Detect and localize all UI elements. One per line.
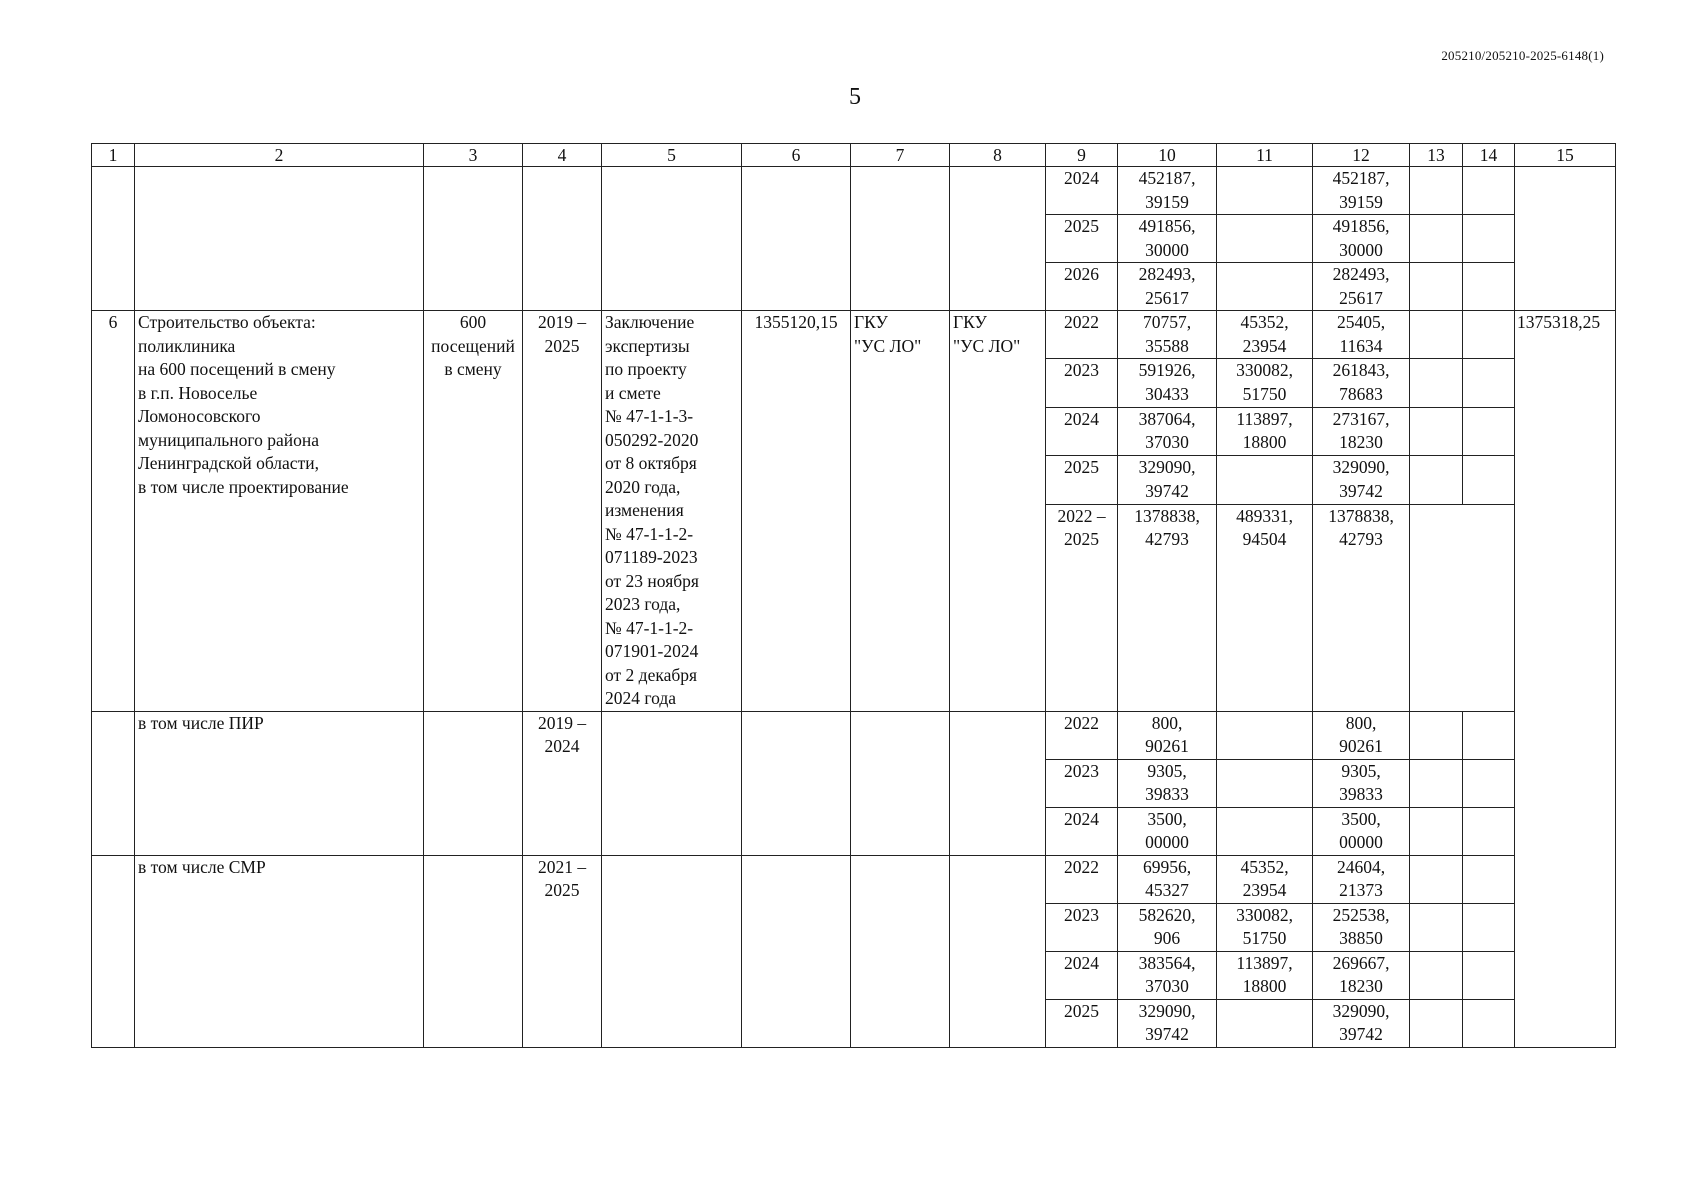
col13-cell — [1410, 215, 1463, 263]
col14-cell — [1463, 855, 1515, 903]
column-header-5: 5 — [602, 144, 742, 167]
col13-14-cell — [1410, 504, 1515, 711]
col14-cell — [1463, 807, 1515, 855]
col10-cell: 69956, 45327 — [1118, 855, 1217, 903]
col11-cell — [1217, 167, 1313, 215]
pir-row — [92, 711, 1616, 759]
col11-cell: 330082, 51750 — [1217, 903, 1313, 951]
col10-cell: 591926, 30433 — [1118, 359, 1217, 407]
year-cell: 2025 — [1046, 456, 1118, 504]
col11-cell: 113897, 18800 — [1217, 951, 1313, 999]
year-cell: 2024 — [1046, 807, 1118, 855]
year-cell: 2023 — [1046, 903, 1118, 951]
col12-cell: 3500, 00000 — [1313, 807, 1410, 855]
column-header-3: 3 — [424, 144, 523, 167]
item-period: 2019 – 2025 — [523, 311, 602, 712]
year-cell: 2022 — [1046, 311, 1118, 359]
col10-cell: 800, 90261 — [1118, 711, 1217, 759]
column-header-9: 9 — [1046, 144, 1118, 167]
pir-period: 2019 – 2024 — [523, 711, 602, 855]
col10-cell: 3500, 00000 — [1118, 807, 1217, 855]
column-header-8: 8 — [950, 144, 1046, 167]
col14-cell — [1463, 999, 1515, 1047]
year-cell: 2023 — [1046, 759, 1118, 807]
column-header-4: 4 — [523, 144, 602, 167]
pir-empty-capacity — [424, 711, 523, 855]
page-number: 5 — [849, 84, 861, 110]
year-cell: 2025 — [1046, 999, 1118, 1047]
smr-empty-capacity — [424, 855, 523, 1047]
col11-cell — [1217, 263, 1313, 311]
col12-cell: 273167, 18230 — [1313, 407, 1410, 455]
col13-cell — [1410, 711, 1463, 759]
col14-cell — [1463, 456, 1515, 504]
year-cell: 2022 – 2025 — [1046, 504, 1118, 711]
col14-cell — [1463, 711, 1515, 759]
pir-empty-cost — [742, 711, 851, 855]
header-row — [92, 144, 1616, 167]
column-header-12: 12 — [1313, 144, 1410, 167]
col13-cell — [1410, 167, 1463, 215]
empty-col1-cell — [92, 167, 135, 311]
smr-empty-developer — [950, 855, 1046, 1047]
col12-cell: 9305, 39833 — [1313, 759, 1410, 807]
item-name: Строительство объекта: поликлиника на 600 посещений в смену в г.п. Новоселье Ломоносовского муниципального района Ленинградской области, в том числе проектирование — [135, 311, 424, 712]
smr-empty-cost — [742, 855, 851, 1047]
col14-cell — [1463, 759, 1515, 807]
col12-cell: 269667, 18230 — [1313, 951, 1410, 999]
col13-cell — [1410, 999, 1463, 1047]
col12-cell: 491856, 30000 — [1313, 215, 1410, 263]
col11-cell: 489331, 94504 — [1217, 504, 1313, 711]
smr-period: 2021 – 2025 — [523, 855, 602, 1047]
col11-cell — [1217, 807, 1313, 855]
year-cell: 2025 — [1046, 215, 1118, 263]
item-customer: ГКУ "УС ЛО" — [851, 311, 950, 712]
empty-col4-cell — [523, 167, 602, 311]
col14-cell — [1463, 903, 1515, 951]
smr-empty-number — [92, 855, 135, 1047]
col12-cell: 1378838, 42793 — [1313, 504, 1410, 711]
col12-cell: 252538, 38850 — [1313, 903, 1410, 951]
col13-cell — [1410, 903, 1463, 951]
year-cell: 2026 — [1046, 263, 1118, 311]
year-cell: 2024 — [1046, 951, 1118, 999]
col10-cell: 582620, 906 — [1118, 903, 1217, 951]
col12-cell: 329090, 39742 — [1313, 999, 1410, 1047]
empty-col5-cell — [602, 167, 742, 311]
col11-cell — [1217, 711, 1313, 759]
item-developer: ГКУ "УС ЛО" — [950, 311, 1046, 712]
empty-col3-cell — [424, 167, 523, 311]
col11-cell — [1217, 456, 1313, 504]
col13-cell — [1410, 311, 1463, 359]
col13-cell — [1410, 407, 1463, 455]
year-cell: 2023 — [1046, 359, 1118, 407]
col13-cell — [1410, 759, 1463, 807]
col11-cell: 45352, 23954 — [1217, 855, 1313, 903]
col13-cell — [1410, 359, 1463, 407]
column-header-1: 1 — [92, 144, 135, 167]
col10-cell: 329090, 39742 — [1118, 999, 1217, 1047]
col10-cell: 491856, 30000 — [1118, 215, 1217, 263]
col12-cell: 24604, 21373 — [1313, 855, 1410, 903]
pir-label: в том числе ПИР — [135, 711, 424, 855]
empty-col7-cell — [851, 167, 950, 311]
col14-cell — [1463, 359, 1515, 407]
col10-cell: 329090, 39742 — [1118, 456, 1217, 504]
col14-cell — [1463, 311, 1515, 359]
pir-empty-basis — [602, 711, 742, 855]
col10-cell: 282493, 25617 — [1118, 263, 1217, 311]
col13-cell — [1410, 807, 1463, 855]
pir-empty-number — [92, 711, 135, 855]
item6-row — [92, 311, 1616, 359]
column-header-14: 14 — [1463, 144, 1515, 167]
item-capacity: 600 посещений в смену — [424, 311, 523, 712]
col10-cell: 70757, 35588 — [1118, 311, 1217, 359]
smr-empty-customer — [851, 855, 950, 1047]
empty-col6-cell — [742, 167, 851, 311]
smr-label: в том числе СМР — [135, 855, 424, 1047]
col13-cell — [1410, 456, 1463, 504]
col12-cell: 800, 90261 — [1313, 711, 1410, 759]
col11-cell: 330082, 51750 — [1217, 359, 1313, 407]
col14-cell — [1463, 215, 1515, 263]
year-cell: 2024 — [1046, 167, 1118, 215]
column-header-11: 11 — [1217, 144, 1313, 167]
col11-cell — [1217, 759, 1313, 807]
col15-cell — [1515, 167, 1616, 311]
empty-col2-cell — [135, 167, 424, 311]
column-header-13: 13 — [1410, 144, 1463, 167]
year-cell: 2022 — [1046, 711, 1118, 759]
col11-cell: 45352, 23954 — [1217, 311, 1313, 359]
col11-cell — [1217, 999, 1313, 1047]
document-id: 205210/205210-2025-6148(1) — [1441, 48, 1604, 63]
col14-cell — [1463, 407, 1515, 455]
smr-row — [92, 855, 1616, 903]
item-col15: 1375318,25 — [1515, 311, 1616, 1048]
year-cell: 2024 — [1046, 407, 1118, 455]
continuation-row — [92, 167, 1616, 215]
col14-cell — [1463, 951, 1515, 999]
col12-cell: 282493, 25617 — [1313, 263, 1410, 311]
year-cell: 2022 — [1046, 855, 1118, 903]
investment-table — [91, 143, 1616, 1048]
col10-cell: 387064, 37030 — [1118, 407, 1217, 455]
column-header-6: 6 — [742, 144, 851, 167]
col12-cell: 452187, 39159 — [1313, 167, 1410, 215]
col12-cell: 329090, 39742 — [1313, 456, 1410, 504]
col14-cell — [1463, 263, 1515, 311]
pir-empty-developer — [950, 711, 1046, 855]
col13-cell — [1410, 951, 1463, 999]
column-header-7: 7 — [851, 144, 950, 167]
empty-col8-cell — [950, 167, 1046, 311]
smr-empty-basis — [602, 855, 742, 1047]
item-number: 6 — [92, 311, 135, 712]
pir-empty-customer — [851, 711, 950, 855]
col10-cell: 9305, 39833 — [1118, 759, 1217, 807]
col11-cell: 113897, 18800 — [1217, 407, 1313, 455]
item-basis: Заключение экспертизы по проекту и смете № 47-1-1-3- 050292-2020 от 8 октября 2020 года, изменения № 47-1-1-2- 071189-2023 от 23 ноября 2023 года, № 47-1-1-2- 071901-2024 от 2 декабря 2024 года — [602, 311, 742, 712]
column-header-2: 2 — [135, 144, 424, 167]
col12-cell: 261843, 78683 — [1313, 359, 1410, 407]
col13-cell — [1410, 855, 1463, 903]
item-cost: 1355120,15 — [742, 311, 851, 712]
col14-cell — [1463, 167, 1515, 215]
col11-cell — [1217, 215, 1313, 263]
col10-cell: 452187, 39159 — [1118, 167, 1217, 215]
col12-cell: 25405, 11634 — [1313, 311, 1410, 359]
column-header-15: 15 — [1515, 144, 1616, 167]
column-header-10: 10 — [1118, 144, 1217, 167]
col13-cell — [1410, 263, 1463, 311]
col10-cell: 1378838, 42793 — [1118, 504, 1217, 711]
col10-cell: 383564, 37030 — [1118, 951, 1217, 999]
